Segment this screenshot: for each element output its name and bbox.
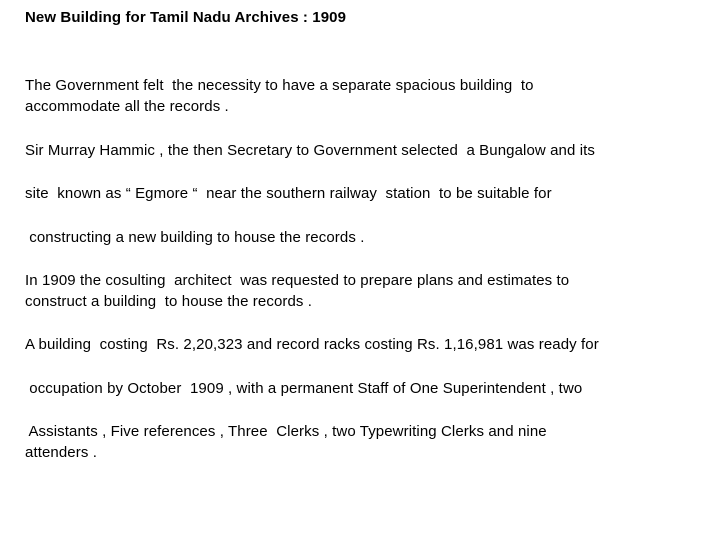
paragraph-6: A building costing Rs. 2,20,323 and record racks costing Rs. 1,16,981 was ready for xyxy=(25,336,599,353)
paragraph-7: occupation by October 1909 , with a permanent Staff of One Superintendent , two xyxy=(25,380,583,397)
paragraph-8-line-1: Assistants , Five references , Three Clerks , two Typewriting Clerks and nine xyxy=(25,423,547,440)
page-title: New Building for Tamil Nadu Archives : 1909 xyxy=(25,9,347,26)
paragraph-4: constructing a new building to house the records . xyxy=(25,229,365,246)
paragraph-5-line-2: construct a building to house the records . xyxy=(25,293,313,310)
paragraph-5-line-1: In 1909 the cosulting architect was requested to prepare plans and estimates to xyxy=(25,272,570,289)
paragraph-1-line-2: accommodate all the records . xyxy=(25,98,229,115)
paragraph-3: site known as “ Egmore “ near the southern railway station to be suitable for xyxy=(25,185,552,202)
paragraph-1-line-1: The Government felt the necessity to have a separate spacious building to xyxy=(25,77,534,94)
paragraph-2: Sir Murray Hammic , the then Secretary to Government selected a Bungalow and its xyxy=(25,142,596,159)
paragraph-8-line-2: attenders . xyxy=(25,444,97,461)
